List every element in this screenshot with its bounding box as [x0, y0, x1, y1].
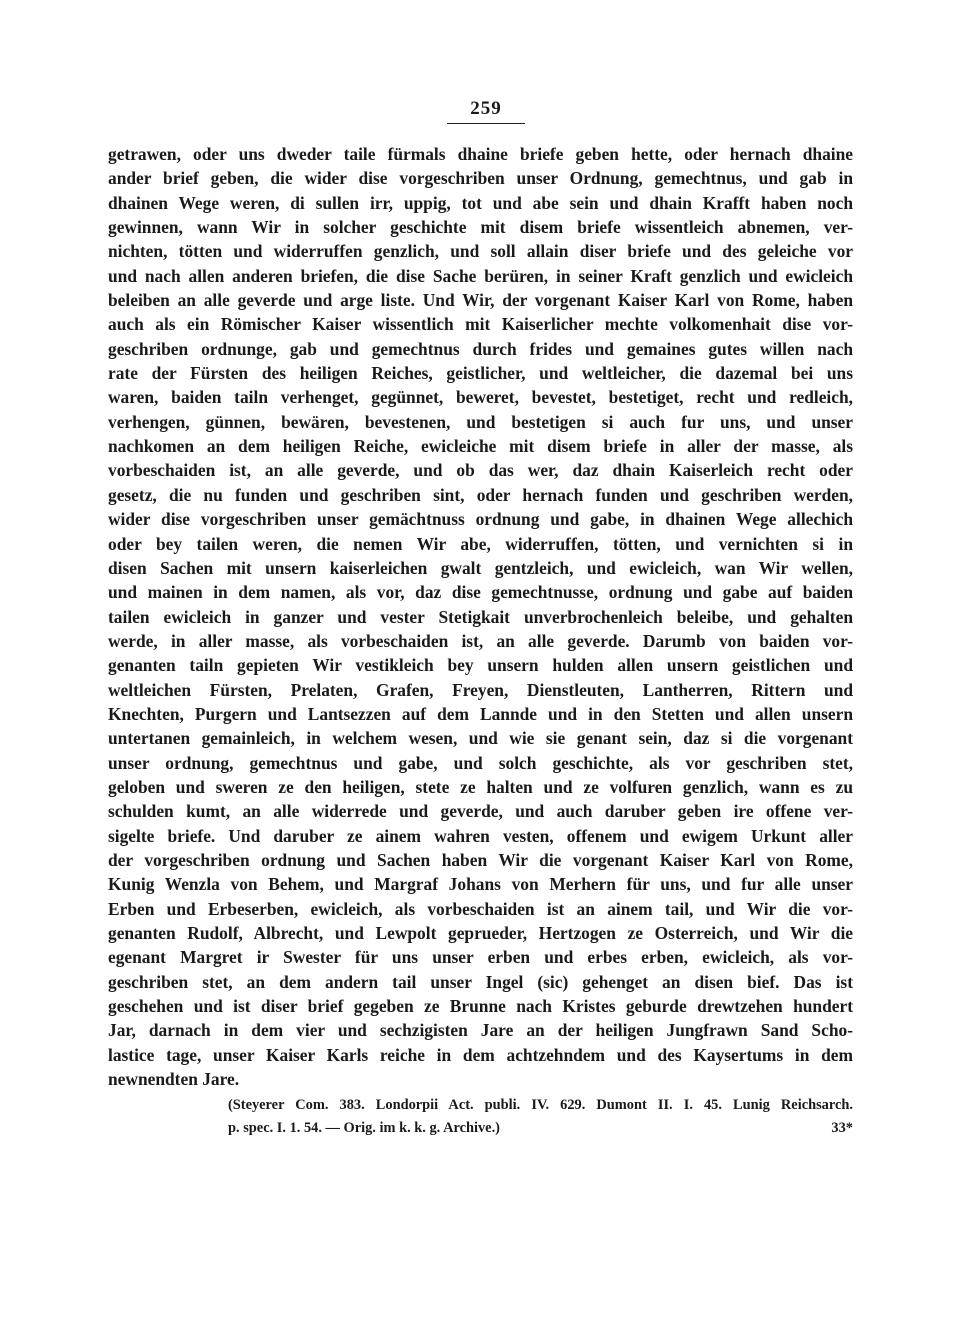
text-line: verhengen, günnen, bewären, bevestenen, und bestetigen si auch fur uns, und unser	[108, 411, 853, 432]
text-line: tailen ewicleich in ganzer und vester Stetigkait unverbrochenleich beleibe, und gehalten	[108, 606, 853, 627]
text-line: geschriben ordnunge, gab und gemechtnus durch frides und gemaines gutes willen nach	[108, 338, 853, 359]
text-line: wider dise vorgeschriben unser gemächtnuss ordnung und gabe, in dhainen Wege allechich	[108, 509, 853, 530]
source-line	[228, 1117, 853, 1140]
text-line: egenant Margret ir Swester für uns unser erben und erbes erben, ewicleich, als vor-	[108, 947, 853, 968]
page-number: 259	[470, 98, 502, 119]
text-line: dhainen Wege weren, di sullen irr, uppig, tot und abe sein und dhain Krafft haben noch	[108, 192, 853, 213]
source-citation	[228, 1094, 853, 1140]
text-line: genanten Rudolf, Albrecht, und Lewpolt geprueder, Hertzogen ze Osterreich, und Wir die	[108, 923, 853, 943]
text-line: nachkomen an dem heiligen Reiche, ewicleiche mit disem briefe in aller der masse, als	[108, 436, 853, 457]
text-line: geschehen und ist diser brief gegeben ze Brunne nach Kristes geburde drewtzehen hundert	[108, 996, 853, 1017]
text-line: untertanen gemainleich, in welchem wesen, und wie sie genant sein, daz si die vorgenant	[108, 728, 853, 749]
text-line: sigelte briefe. Und daruber ze ainem wahren vesten, offenem und ewigem Urkunt aller	[108, 825, 853, 846]
text-line: weltleichen Fürsten, Prelaten, Grafen, Freyen, Dienstleuten, Lantherren, Rittern und	[108, 679, 853, 700]
text-line: gesetz, die nu funden und geschriben sint, oder hernach funden und geschriben werden,	[108, 484, 853, 505]
text-line: lastice tage, unser Kaiser Karls reiche in dem achtzehndem und des Kaysertums in dem	[108, 1044, 853, 1065]
text-line: rate der Fürsten des heiligen Reiches, geistlicher, und weltleicher, die dazemal bei uns	[108, 363, 853, 384]
sheet-signature: 33*	[831, 1120, 853, 1136]
text-line: werde, in aller masse, als vorbeschaiden ist, an alle geverde. Darumb von baiden vor-	[108, 630, 853, 651]
page-number-rule	[447, 123, 525, 124]
text-line: Knechten, Purgern und Lantsezzen auf dem Lannde und in den Stetten und allen unsern	[108, 703, 853, 724]
text-line: nichten, tötten und widerruffen genzlich, und soll allain diser briefe und des geleiche vor	[108, 241, 853, 262]
text-line: und nach allen anderen briefen, die dise Sache berüren, in seiner Kraft genzlich und ewicleich	[108, 265, 853, 286]
text-line: newnendten Jare.	[108, 1069, 240, 1090]
text-line: Kunig Wenzla von Behem, und Margraf Johans von Merhern für uns, und fur alle unser	[108, 874, 853, 895]
text-line: genanten tailn gepieten Wir vestikleich bey unsern hulden allen unsern geistlichen und	[108, 655, 853, 676]
source-line-text: p. spec. I. 1. 54. — Orig. im k. k. g. Archive.)	[228, 1120, 500, 1136]
text-line: unser ordnung, gemechtnus und gabe, und solch geschichte, als vor geschriben stet,	[108, 752, 853, 773]
text-line: disen Sachen mit unsern kaiserleichen gwalt gentzleich, und ewicleich, wan Wir wellen,	[108, 557, 853, 578]
text-line: schulden kumt, an alle widerrede und geverde, und auch daruber geben ire offene ver-	[108, 801, 853, 822]
source-line: (Steyerer Com. 383. Londorpii Act. publi. IV. 629. Dumont II. I. 45. Lunig Reichsarch.	[228, 1097, 853, 1113]
text-line: beleiben an alle geverde und arge liste. Und Wir, der vorgenant Kaiser Karl von Rome, haben	[108, 290, 853, 311]
text-line: der vorgeschriben ordnung und Sachen haben Wir die vorgenant Kaiser Karl von Rome,	[108, 849, 853, 870]
text-line: Jar, darnach in dem vier und sechzigisten Jare an der heiligen Jungfrawn Sand Scho-	[108, 1020, 853, 1041]
text-line: Erben und Erbeserben, ewicleich, als vorbeschaiden ist an ainem tail, und Wir die vor-	[108, 898, 853, 919]
text-line: und mainen in dem namen, als vor, daz dise gemechtnusse, ordnung und gabe auf baiden	[108, 582, 853, 603]
text-line: oder bey tailen weren, die nemen Wir abe, widerruffen, tötten, und vernichten si in	[108, 533, 853, 554]
text-line: geschriben stet, an dem andern tail unser Ingel (sic) gehenget an disen bief. Das ist	[108, 971, 853, 992]
text-line: vorbeschaiden ist, an alle geverde, und ob das wer, daz dhain Kaiserleich recht oder	[108, 460, 853, 481]
text-line: gewinnen, wann Wir in solcher geschichte mit disem briefe wissentleich abnemen, ver-	[108, 217, 853, 238]
text-line: geloben und sweren ze den heiligen, stete ze halten und ze volfuren genzlich, wann es zu	[108, 776, 853, 797]
text-line: ander brief geben, die wider dise vorgeschriben unser Ordnung, gemechtnus, und gab in	[108, 168, 853, 189]
text-line: waren, baiden tailn verhenget, gegünnet, beweret, bevestet, bestetiget, recht und redleich,	[108, 387, 853, 408]
text-line: auch als ein Römischer Kaiser wissentlich mit Kaiserlicher mechte volkomenhait dise vor-	[108, 314, 853, 335]
body-text	[108, 142, 853, 1091]
text-line: getrawen, oder uns dweder taile fürmals dhaine briefe geben hette, oder hernach dhaine	[108, 144, 853, 164]
